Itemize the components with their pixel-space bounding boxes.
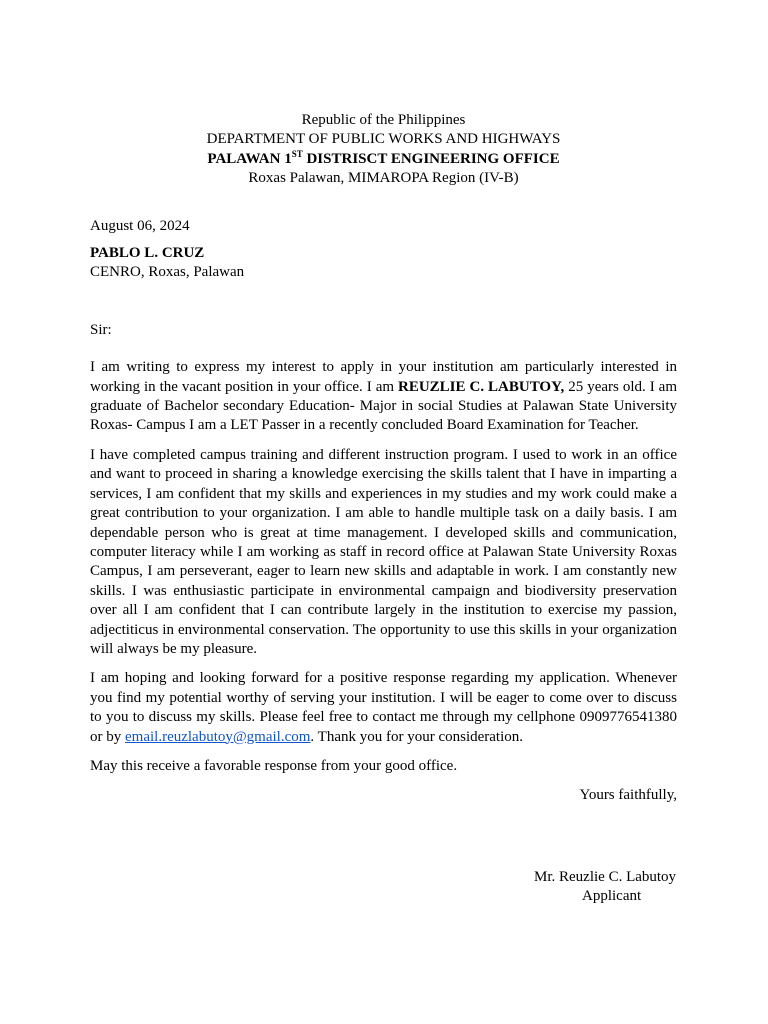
body-p1-text-a: I am writing to express my interest to apply in your institution am particularly interested in working in the vacant position in your office. I am bbox=[90, 359, 677, 395]
body-p3-text-b: . Thank you for your consideration. bbox=[310, 728, 524, 745]
letterhead-republic: Republic of the Philippines bbox=[301, 112, 466, 128]
applicant-name-bold: REUZLIE C. LABUTOY, bbox=[398, 378, 565, 395]
recipient-name: PABLO L. CRUZ bbox=[90, 245, 205, 262]
closing: Yours faithfully, bbox=[579, 787, 677, 804]
email-link[interactable]: email.reuzlabutoy@gmail.com bbox=[125, 728, 311, 745]
recipient-block bbox=[90, 244, 677, 283]
recipient-office: CENRO, Roxas, Palawan bbox=[90, 264, 245, 281]
signature-block bbox=[534, 868, 676, 907]
body-paragraph-4: May this receive a favorable response from your good office. bbox=[90, 757, 458, 774]
signature-name: Mr. Reuzlie C. Labutoy bbox=[534, 869, 677, 885]
body-p3-text-a: I am hoping and looking forward for a positive response regarding my application. Whenever you find my potential worthy of serving your institution. I will be eager to come over to discuss to you to discuss my skills. Please feel free to contact me through my cellphone 0909776541380 or by bbox=[90, 670, 677, 745]
body-paragraph-1 bbox=[90, 358, 677, 436]
letterhead-office bbox=[90, 150, 677, 169]
letterhead-address: Roxas Palawan, MIMAROPA Region (IV-B) bbox=[248, 170, 519, 187]
letterhead bbox=[90, 111, 677, 189]
letterhead-office-sup: ST bbox=[291, 148, 303, 159]
body-paragraph-3 bbox=[90, 669, 677, 747]
letterhead-department: DEPARTMENT OF PUBLIC WORKS AND HIGHWAYS bbox=[206, 131, 561, 148]
letter-date: August 06, 2024 bbox=[90, 217, 190, 234]
salutation: Sir: bbox=[90, 321, 112, 338]
letterhead-office-pre: PALAWAN 1 bbox=[207, 150, 292, 167]
signature-role: Applicant bbox=[582, 888, 642, 905]
body-p1-text-b: 25 years old. I am graduate of Bachelor secondary Education- Major in social Studies at Palawan State University Roxas- Campus I am a LET Passer in a recently concluded Board Examination for Teacher. bbox=[90, 378, 677, 434]
letterhead-office-post: DISTRISCT ENGINEERING OFFICE bbox=[302, 150, 560, 167]
body-paragraph-2: I have completed campus training and different instruction program. I used to work in an office and want to proceed in sharing a knowledge exercising the skills talent that I have in imparting a services, I am confident that my skills and experiences in my studies and my work could make a great contribution to your organization. I am able to handle multiple task on a daily basis. I am dependable person who is great at time management. I developed skills and communication, computer literacy while I am working as staff in record office at Palawan State University Roxas Campus, I am perseverant, eager to learn new skills and adaptable in work. I am constantly new skills. I was enthusiastic participate in environmental campaign and biodiversity preservation over all I am confident that I can contribute largely in the institution to exercise my passion, adjectiticus in environmental conservation. The opportunity to use this skills in your organization will always be my pleasure. bbox=[90, 446, 677, 657]
letter-content bbox=[90, 111, 677, 806]
